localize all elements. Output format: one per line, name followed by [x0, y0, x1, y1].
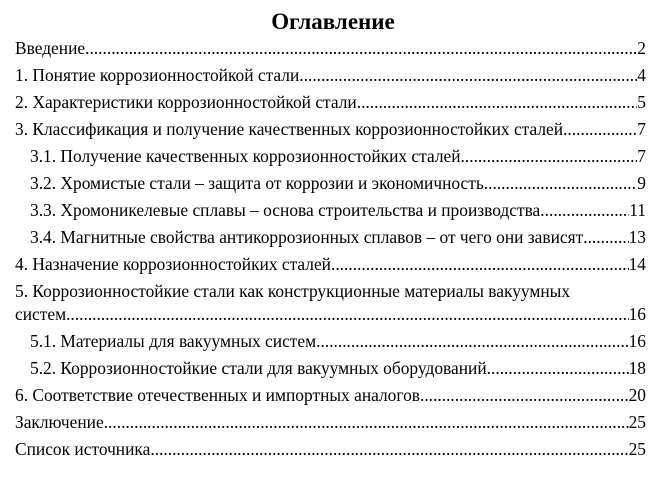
toc-entry-introduction[interactable]: [15, 38, 646, 65]
toc-page-number: 25: [628, 439, 646, 459]
toc-entry-text: Заключение: [15, 412, 104, 432]
dot-leader: [583, 227, 628, 248]
toc-entry-text-line-2: систем: [15, 304, 67, 324]
toc-entry-text: 3. Классификация и получение качественных коррозионностойких сталей: [15, 119, 564, 139]
toc-entry-text: 6. Соответствие отечественных и импортных аналогов: [15, 385, 420, 405]
toc-entry-section-6[interactable]: [15, 385, 646, 412]
toc-page-number: 25: [628, 412, 646, 432]
toc-entry-section-3[interactable]: [15, 119, 646, 146]
toc-entry-section-4[interactable]: [15, 254, 646, 281]
toc-entry-section-3-4[interactable]: [15, 227, 646, 254]
toc-entry-section-5-1[interactable]: [15, 331, 646, 358]
toc-entry-text: 2. Характеристики коррозионностойкой стали: [15, 92, 357, 112]
dot-leader: [563, 119, 637, 140]
toc-page-number: 16: [628, 304, 646, 324]
toc-entry-section-5[interactable]: [15, 281, 646, 331]
toc-entry-text: 5.1. Материалы для вакуумных систем: [30, 331, 317, 351]
toc-page-number: 2: [637, 38, 646, 58]
toc-page-number: 18: [628, 358, 646, 378]
toc-entry-section-3-2[interactable]: [15, 173, 646, 200]
toc-entry-text: 3.4. Магнитные свойства антикоррозионных сплавов – от чего они зависят: [30, 227, 584, 247]
toc-page-number: 7: [637, 146, 646, 166]
toc-page-number: 16: [628, 331, 646, 351]
table-of-contents: [15, 38, 646, 466]
toc-entry-section-2[interactable]: [15, 92, 646, 119]
dot-leader: [331, 254, 629, 275]
dot-leader: [150, 439, 628, 460]
toc-entry-text: 4. Назначение коррозионностойких сталей: [15, 254, 331, 274]
toc-entry-second-line: [15, 304, 646, 325]
toc-entry-text: 3.1. Получение качественных коррозионностойких сталей: [30, 146, 461, 166]
dot-leader: [357, 92, 638, 113]
toc-entry-text-line-1: 5. Коррозионностойкие стали как конструкционные материалы вакуумных: [15, 281, 571, 301]
toc-entry-references[interactable]: [15, 439, 646, 466]
dot-leader: [85, 38, 637, 59]
toc-page-number: 5: [637, 92, 646, 112]
dot-leader: [316, 331, 628, 352]
dot-leader: [299, 65, 637, 86]
toc-entry-text: 5.2. Коррозионностойкие стали для вакуумных оборудований: [30, 358, 487, 378]
toc-page-number: 13: [628, 227, 646, 247]
dot-leader: [461, 146, 638, 167]
dot-leader: [420, 385, 629, 406]
toc-entry-section-3-1[interactable]: [15, 146, 646, 173]
toc-page-number: 14: [628, 254, 646, 274]
dot-leader: [66, 304, 629, 325]
toc-entry-text: Введение: [15, 38, 86, 58]
toc-page-number: 11: [629, 200, 646, 220]
dot-leader: [487, 358, 629, 379]
toc-entry-section-5-2[interactable]: [15, 358, 646, 385]
dot-leader: [104, 412, 629, 433]
dot-leader: [540, 200, 629, 221]
toc-entry-section-3-3[interactable]: [15, 200, 646, 227]
toc-page-number: 20: [628, 385, 646, 405]
toc-entry-text: 3.2. Хромистые стали – защита от коррозии и экономичность: [30, 173, 484, 193]
toc-page-number: 4: [637, 65, 646, 85]
toc-entry-conclusion[interactable]: [15, 412, 646, 439]
toc-entry-text: Список источника: [15, 439, 151, 459]
toc-entry-section-1[interactable]: [15, 65, 646, 92]
toc-entry-text: 1. Понятие коррозионностойкой стали: [15, 65, 300, 85]
toc-entry-text: 3.3. Хромоникелевые сплавы – основа строительства и производства: [30, 200, 541, 220]
dot-leader: [484, 173, 638, 194]
toc-page-number: 9: [637, 173, 646, 193]
toc-page-number: 7: [637, 119, 646, 139]
toc-title: Оглавление: [271, 9, 395, 34]
